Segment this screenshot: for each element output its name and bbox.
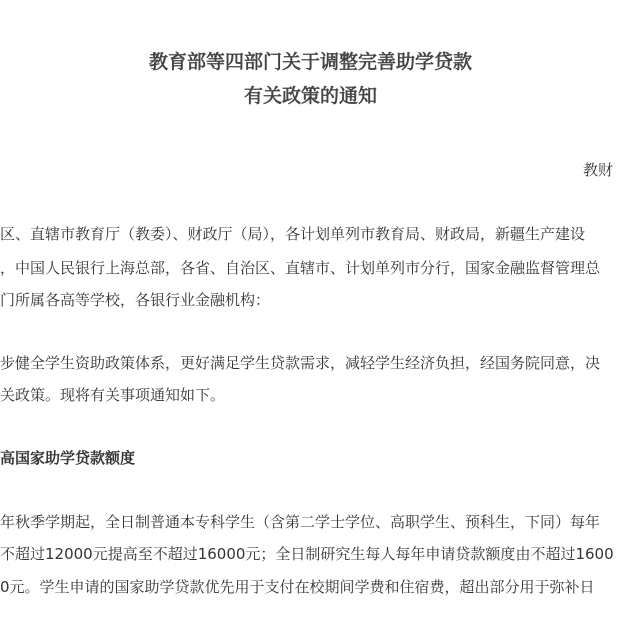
addressee-line-1: 区、直辖市教育厅（教委）、财政厅（局），各计划单列市教育局、财政局，新疆生产建设 bbox=[0, 225, 586, 243]
section-paragraph-line-3: 0元。学生申请的国家助学贷款优先用于支付在校期间学费和住宿费，超出部分用于弥补日 bbox=[0, 578, 595, 596]
section-paragraph-line-1: 年秋季学期起，全日制普通本专科学生（含第二学士学位、高职学生、预科生，下同）每年 bbox=[0, 513, 601, 531]
document-title-line-1: 教育部等四部门关于调整完善助学贷款 bbox=[148, 51, 472, 73]
addressee-line-2: ，中国人民银行上海总部，各省、自治区、直辖市、计划单列市分行，国家金融监督管理总 bbox=[0, 259, 601, 277]
intro-paragraph-line-2: 关政策。现将有关事项通知如下。 bbox=[0, 386, 226, 404]
section-paragraph-line-2: 不超过12000元提高至不超过16000元；全日制研究生每人每年申请贷款额度由不超过1600 bbox=[0, 545, 614, 563]
intro-paragraph-line-1: 步健全学生资助政策体系，更好满足学生贷款需求，减轻学生经济负担，经国务院同意，决 bbox=[0, 354, 601, 372]
addressee-line-3: 门所属各高等学校，各银行业金融机构： bbox=[0, 291, 271, 309]
document-title-line-2: 有关政策的通知 bbox=[243, 85, 377, 107]
document-number: 教财 bbox=[583, 161, 614, 179]
section-heading: 高国家助学贷款额度 bbox=[0, 449, 136, 467]
